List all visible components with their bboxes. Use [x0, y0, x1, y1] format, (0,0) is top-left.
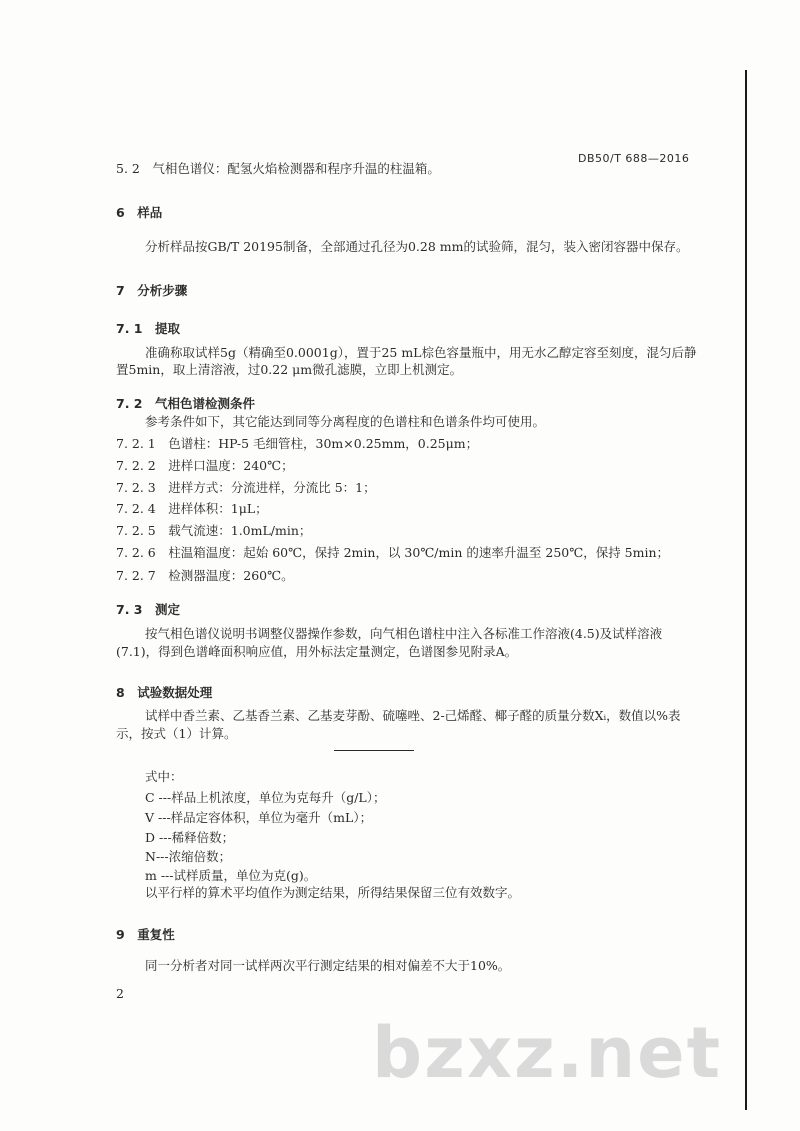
- clause-7-2-2: 7. 2. 2 进样口温度：240℃；: [116, 458, 294, 473]
- variable-v: V ---样品定容体积，单位为毫升（mL）；: [145, 810, 373, 825]
- section-8-heading: 8 试验数据处理: [116, 685, 213, 700]
- variables-intro: 式中：: [145, 769, 183, 784]
- section-7-heading: 7 分析步骤: [116, 283, 188, 298]
- section-9-text: 同一分析者对同一试样两次平行测定结果的相对偏差不大于10%。: [145, 958, 511, 973]
- standard-code-header: DB50/T 688—2016: [578, 152, 690, 165]
- variable-n: N---浓缩倍数；: [145, 849, 232, 864]
- section-6-text: 分析样品按GB/T 20195制备，全部通过孔径为0.28 mm的试验筛，混匀，装入密闭容器中保存。: [145, 239, 689, 254]
- result-note: 以平行样的算术平均值作为测定结果，所得结果保留三位有效数字。: [145, 885, 521, 900]
- section-9-heading: 9 重复性: [116, 927, 175, 942]
- clause-5-2: 5. 2 气相色谱仪：配氢火焰检测器和程序升温的柱温箱。: [116, 161, 440, 176]
- clause-7-2-5: 7. 2. 5 载气流速：1.0mL/min；: [116, 523, 312, 538]
- clause-7-2-1: 7. 2. 1 色谱柱：HP-5 毛细管柱，30m×0.25mm，0.25μm；: [116, 436, 479, 451]
- section-7-3-text-1: 按气相色谱仪说明书调整仪器操作参数，向气相色谱柱中注入各标准工作溶液(4.5)及试样溶液: [145, 626, 663, 641]
- clause-7-2-7: 7. 2. 7 检测器温度：260℃。: [116, 568, 294, 583]
- variable-c: C ---样品上机浓度，单位为克每升（g/L）；: [145, 790, 386, 805]
- variable-m: m ---试样质量，单位为克(g)。: [145, 868, 317, 883]
- section-7-1-text-1: 准确称取试样5g（精确至0.0001g），置于25 mL棕色容量瓶中，用无水乙醇定容至刻度，混匀后静: [145, 345, 697, 360]
- section-8-text-2: 示，按式（1）计算。: [116, 726, 237, 741]
- variable-d: D ---稀释倍数；: [145, 830, 235, 845]
- watermark-text: bzxz.net: [372, 1012, 723, 1094]
- page-number: 2: [116, 986, 124, 1001]
- section-7-3-heading: 7. 3 测定: [116, 602, 180, 617]
- section-6-heading: 6 样品: [116, 205, 163, 220]
- section-7-1-heading: 7. 1 提取: [116, 321, 180, 336]
- clause-7-2-3: 7. 2. 3 进样方式：分流进样，分流比 5：1；: [116, 480, 376, 495]
- formula-fraction-bar: [334, 750, 414, 751]
- section-7-2-text: 参考条件如下，其它能达到同等分离程度的色谱柱和色谱条件均可使用。: [145, 414, 546, 429]
- section-7-2-heading: 7. 2 气相色谱检测条件: [116, 396, 255, 411]
- section-7-1-text-2: 置5min，取上清溶液，过0.22 μm微孔滤膜，立即上机测定。: [116, 362, 463, 377]
- clause-7-2-6: 7. 2. 6 柱温箱温度：起始 60℃，保持 2min，以 30℃/min 的速率升温至 250℃，保持 5min；: [116, 545, 670, 560]
- section-8-text-1: 试样中香兰素、乙基香兰素、乙基麦芽酚、硫噻唑、2-己烯醛、椰子醛的质量分数Xᵢ，数值以%表: [145, 708, 681, 723]
- section-7-3-text-2: (7.1)，得到色谱峰面积响应值，用外标法定量测定，色谱图参见附录A。: [116, 644, 518, 659]
- clause-7-2-4: 7. 2. 4 进样体积：1μL；: [116, 501, 268, 516]
- scan-edge-line: [745, 70, 747, 1110]
